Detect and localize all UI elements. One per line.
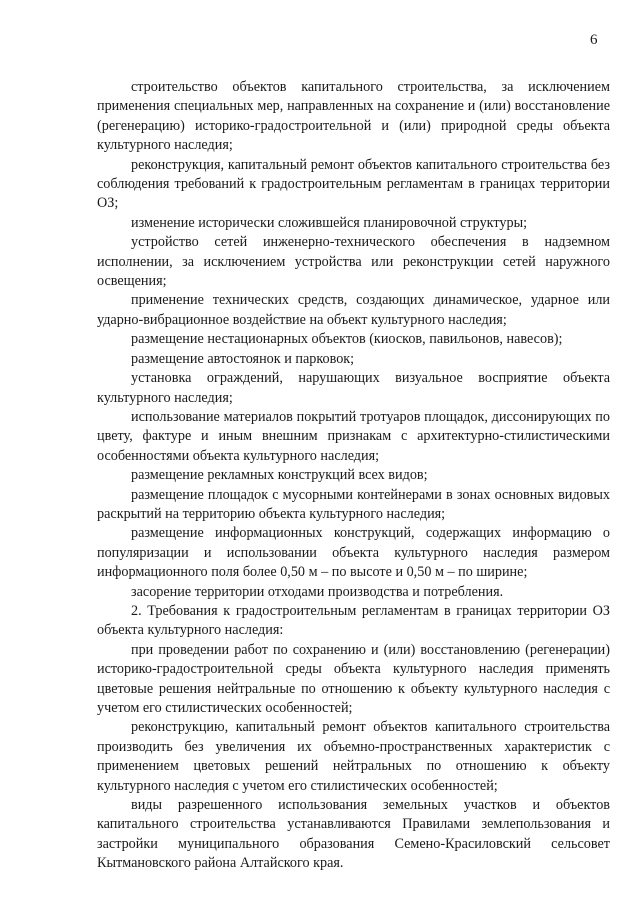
paragraph: размещение нестационарных объектов (киосков, павильонов, навесов); [131,331,563,348]
paragraph: засорение территории отходами производства и потребления. [131,583,504,600]
paragraph: реконструкцию, капитальный ремонт объектов капитального строительства производить без увеличения их объемно-пространственных характеристик с применением цветовых решений нейтральных по отношению к объекту культурного наследия с учетом его стилистических особенностей; [97,719,610,794]
paragraph: установка ограждений, нарушающих визуальное восприятие объекта культурного наследия; [97,370,610,406]
paragraph: размещение рекламных конструкций всех видов; [131,467,428,484]
paragraph: размещение информационных конструкций, содержащих информацию о популяризации и использовании объекта культурного наследия размером информационного поля более 0,50 м – по высоте и 0,50 м – по ширине; [97,525,610,581]
paragraph: устройство сетей инженерно-технического обеспечения в надземном исполнении, за исключением устройства или реконструкции сетей наружного освещения; [97,234,610,290]
paragraph: размещение автостоянок и парковок; [131,350,355,367]
section-heading-paragraph: 2. Требования к градостроительным регламентам в границах территории ОЗ объекта культурного наследия: [97,602,610,639]
paragraph: строительство объектов капитального строительства, за исключением применения специальных мер, направленных на сохранение и (или) восстановление (регенерацию) историко-градостроительной и (или) природной среды объекта культурного наследия; [97,79,610,154]
paragraph: при проведении работ по сохранению и (или) восстановлению (регенерации) историко-градостроительной среды объекта культурного наследия применять цветовые решения нейтральные по отношению к объекту культурного наследия с учетом его стилистических особенностей; [97,641,610,716]
paragraph: реконструкция, капитальный ремонт объектов капитального строительства без соблюдения требований к градостроительным регламентам в границах территории ОЗ; [97,156,610,212]
paragraph: изменение исторически сложившейся планировочной структуры; [131,214,528,231]
paragraph: размещение площадок с мусорными контейнерами в зонах основных видовых раскрытий на территорию объекта культурного наследия; [97,486,610,522]
paragraph: виды разрешенного использования земельных участков и объектов капитального строительства устанавливаются Правилами землепользования и застройки муниципального образования Семено-Красиловский сельсовет Кытмановского района Алтайского края. [97,797,610,872]
page-number: 6 [590,32,598,48]
document-body [97,78,610,874]
paragraph: использование материалов покрытий тротуаров площадок, диссонирующих по цвету, фактуре и иным внешним признакам с архитектурно-стилистическими особенностями объекта культурного наследия; [97,408,610,464]
paragraph: применение технических средств, создающих динамическое, ударное или ударно-вибрационное воздействие на объект культурного наследия; [97,292,610,328]
